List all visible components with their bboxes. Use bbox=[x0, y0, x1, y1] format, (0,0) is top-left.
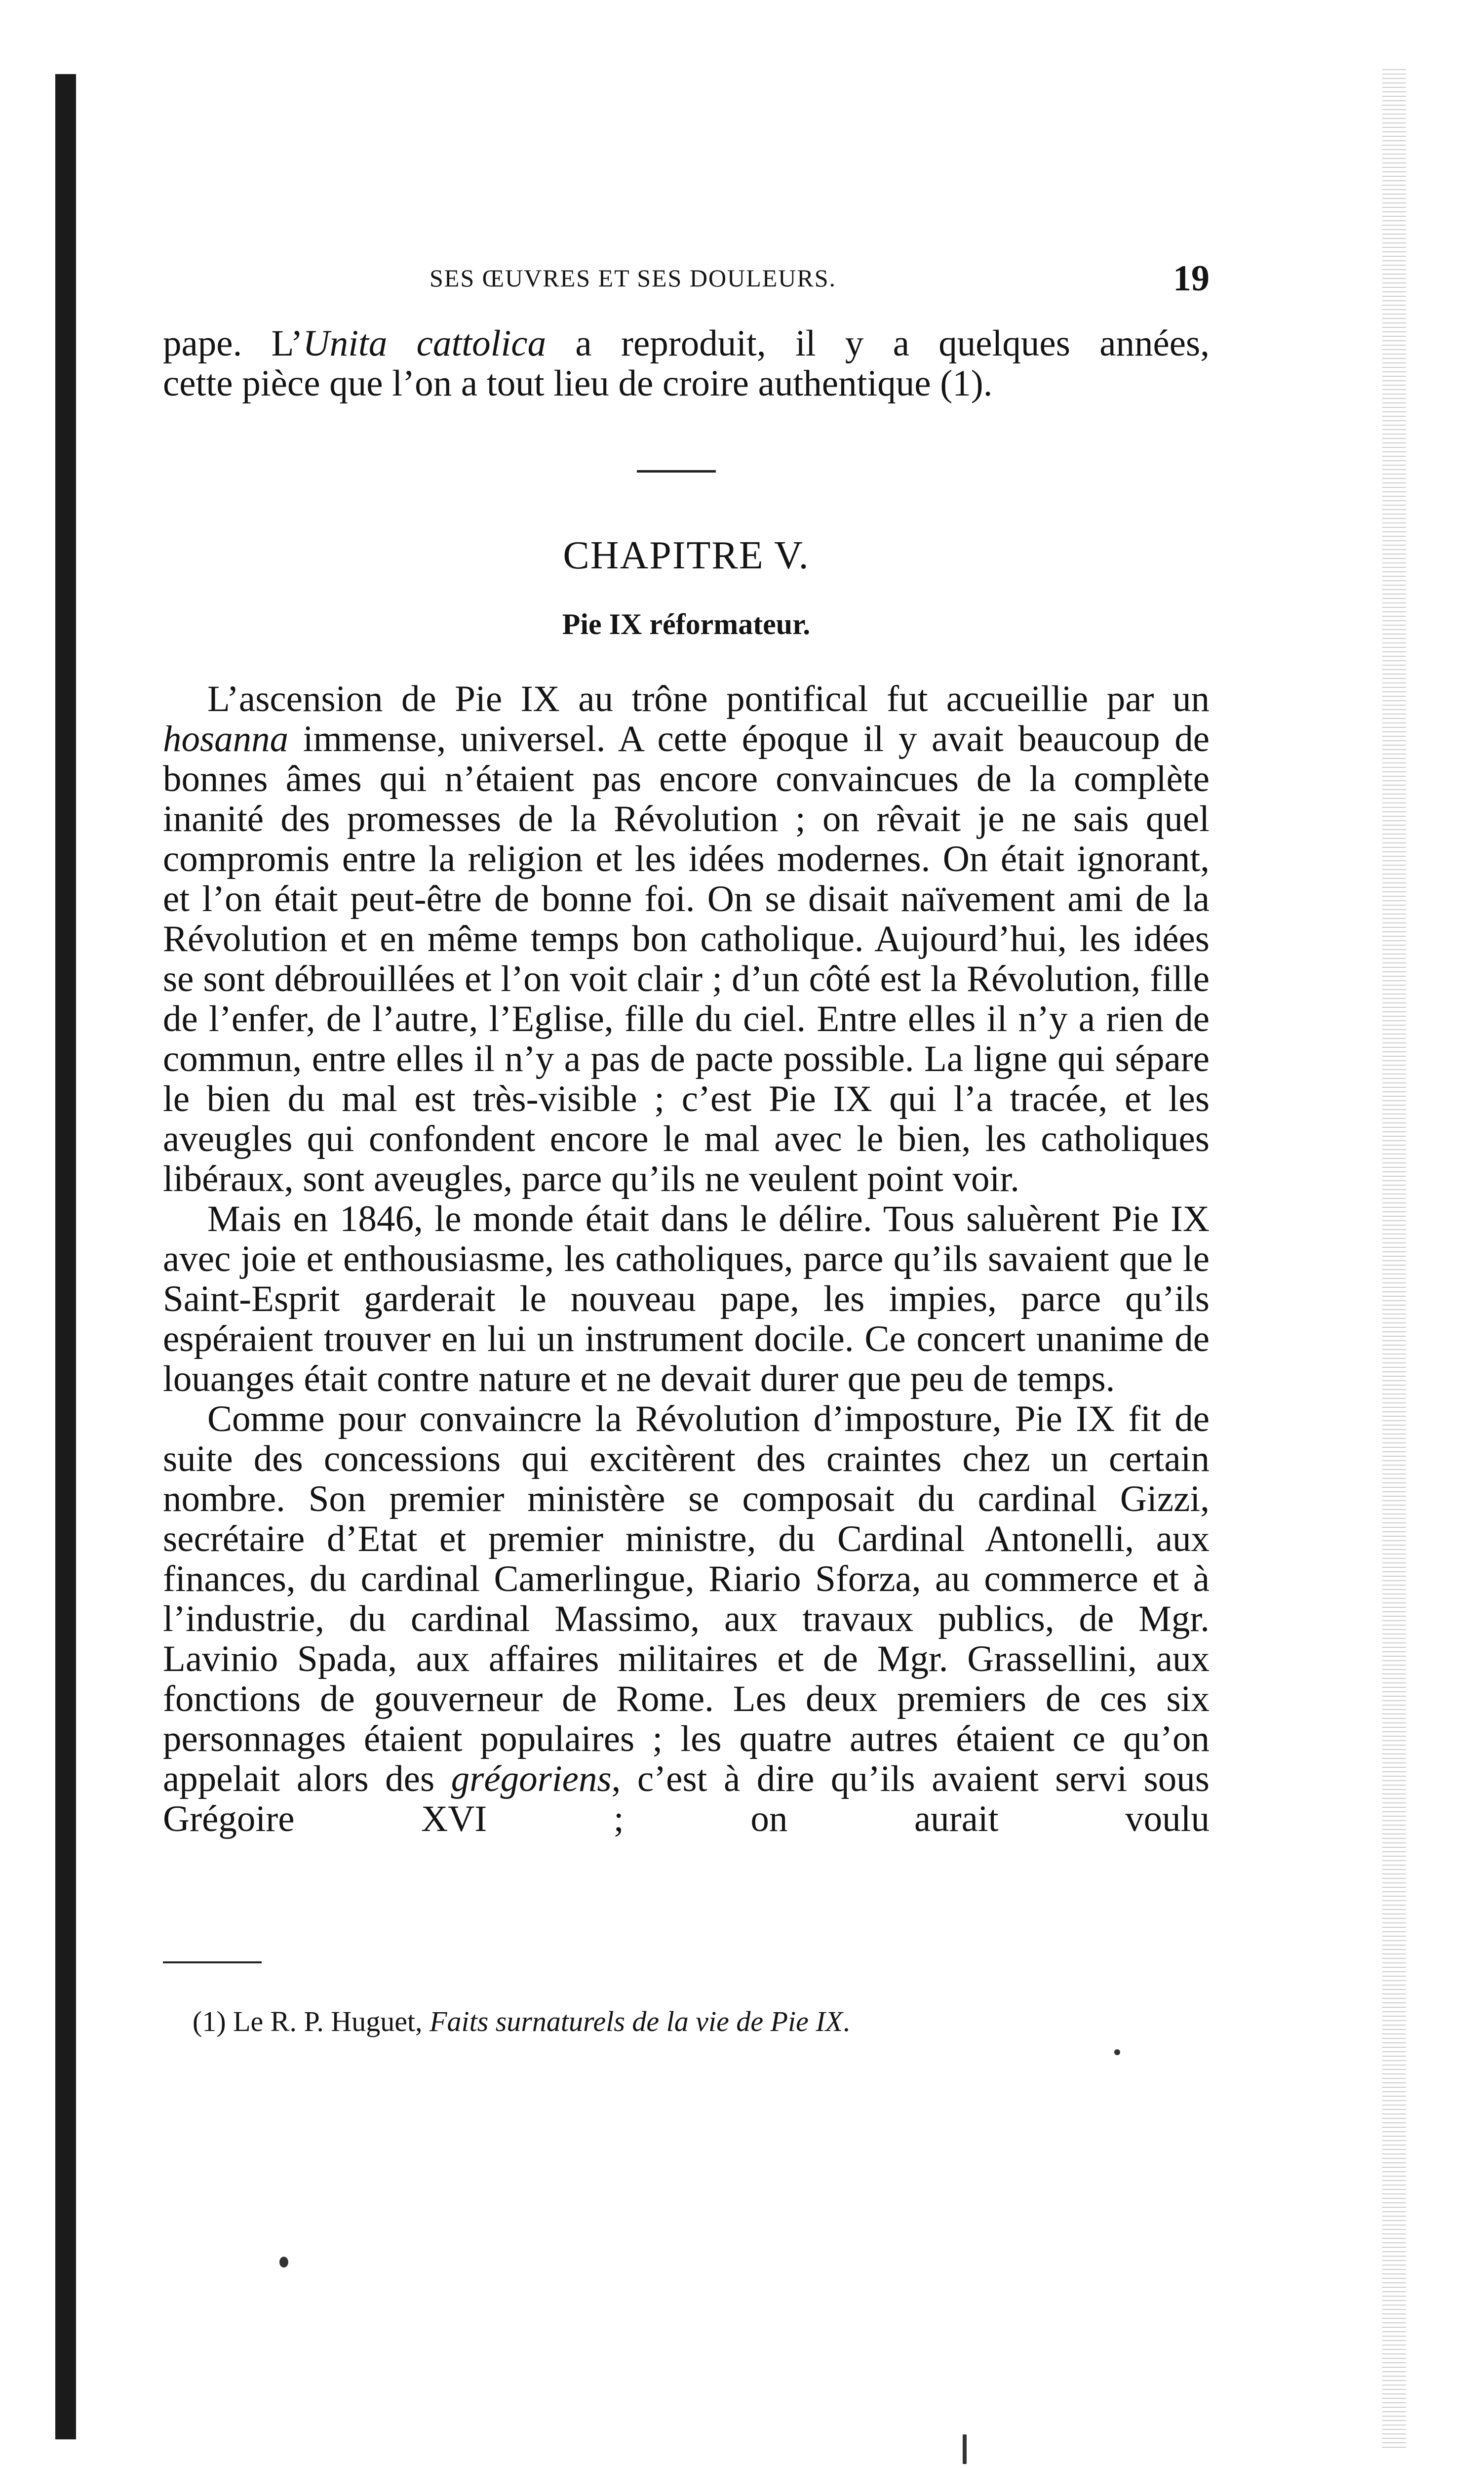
paragraph-2: Mais en 1846, le monde était dans le délire. Tous saluèrent Pie IX avec joie et enthousiasme, les catholiques, parce qu’ils savaient que le Saint-Esprit garderait le nouveau pape, les impies, parce qu’ils espéraient trouver en lui un instrument docile. Ce concert unanime de louanges était contre nature et ne devait durer que peu de temps. bbox=[163, 1198, 1210, 1399]
paragraph-3 bbox=[163, 1399, 1210, 1839]
scan-speck bbox=[279, 2257, 288, 2268]
chapter-subtitle: Pie IX réformateur. bbox=[562, 608, 811, 640]
page-edge bbox=[1382, 69, 1406, 2449]
running-title: SES ŒUVRES ET SES DOULEURS. bbox=[430, 264, 837, 292]
intro-line-1-start: pape. L’ bbox=[163, 323, 303, 364]
footnote-end: . bbox=[843, 2005, 850, 2037]
scan-mark bbox=[963, 2434, 967, 2464]
footnote-rule bbox=[163, 1961, 262, 1963]
paragraph-3-start: Comme pour convaincre la Révolution d’imposture, Pie IX fit de suite des concessions qui excitèrent des craintes chez un certain nombre. Son premier ministère se composait du cardinal Gizzi, secrétaire d’Etat et premier ministre, du Cardinal Antonelli, aux finances, du cardinal Camerlingue, Riario Sforza, au commerce et à l’industrie, du cardinal Massimo, aux travaux publics, de Mgr. Lavinio Spada, aux affaires militaires et de Mgr. Grassellini, aux fonctions de gouverneur de Rome. Les deux premiers de ces six personnages étaient populaires ; les quatre autres étaient ce qu’on appelait alors des bbox=[163, 1398, 1210, 1799]
intro-italic-title: Unita cattolica bbox=[303, 323, 547, 364]
paragraph-3-italic: grégoriens bbox=[451, 1758, 612, 1799]
scan-speck bbox=[1114, 2049, 1120, 2055]
footnote-marker: (1) Le R. P. Huguet, bbox=[193, 2005, 430, 2037]
page-number: 19 bbox=[1173, 258, 1210, 299]
intro-line-1 bbox=[163, 323, 1210, 363]
paragraph-1-rest: immense, universel. A cette époque il y avait beaucoup de bonnes âmes qui n’étaient pas encore convaincues de la complète inanité des promesses de la Révolution ; on rêvait je ne sais quel compromis entre la religion et les idées modernes. On était ignorant, et l’on était peut-être de bonne foi. On se disait naïvement ami de la Révolution et en même temps bon catholique. Aujourd’hui, les idées se sont débrouillées et l’on voit clair ; d’un côté est la Révolution, fille de l’enfer, de l’autre, l’Eglise, fille du ciel. Entre elles il n’y a rien de commun, entre elles il n’y a pas de pacte possible. La ligne qui sépare le bien du mal est très-visible ; c’est Pie IX qui l’a tracée, et les aveugles qui confondent encore le mal avec le bien, les catholiques libéraux, sont aveugles, parce qu’ils ne veulent point voir. bbox=[163, 718, 1210, 1199]
paragraph-1 bbox=[163, 679, 1210, 1199]
body-text bbox=[163, 679, 1210, 1839]
intro-line-1-end: a reproduit, il y a quelques années, bbox=[546, 323, 1210, 364]
footnote bbox=[193, 2005, 850, 2038]
running-head bbox=[163, 258, 1210, 305]
intro-line-2: cette pièce que l’on a tout lieu de croire authentique (1). bbox=[163, 363, 993, 404]
chapter-separator-rule bbox=[637, 470, 716, 473]
paragraph-3-rest: , c’est à dire qu’ils avaient servi sous Grégoire XVI ; on aurait voulu bbox=[163, 1758, 1210, 1839]
chapter-title: CHAPITRE V. bbox=[563, 534, 810, 577]
binding-shadow bbox=[55, 74, 76, 2439]
paragraph-1-start: L’ascension de Pie IX au trône pontifical fut accueillie par un bbox=[207, 678, 1210, 719]
intro-text bbox=[163, 323, 1210, 403]
footnote-italic-title: Faits surnaturels de la vie de Pie IX bbox=[430, 2005, 843, 2037]
paragraph-1-italic: hosanna bbox=[163, 718, 289, 759]
